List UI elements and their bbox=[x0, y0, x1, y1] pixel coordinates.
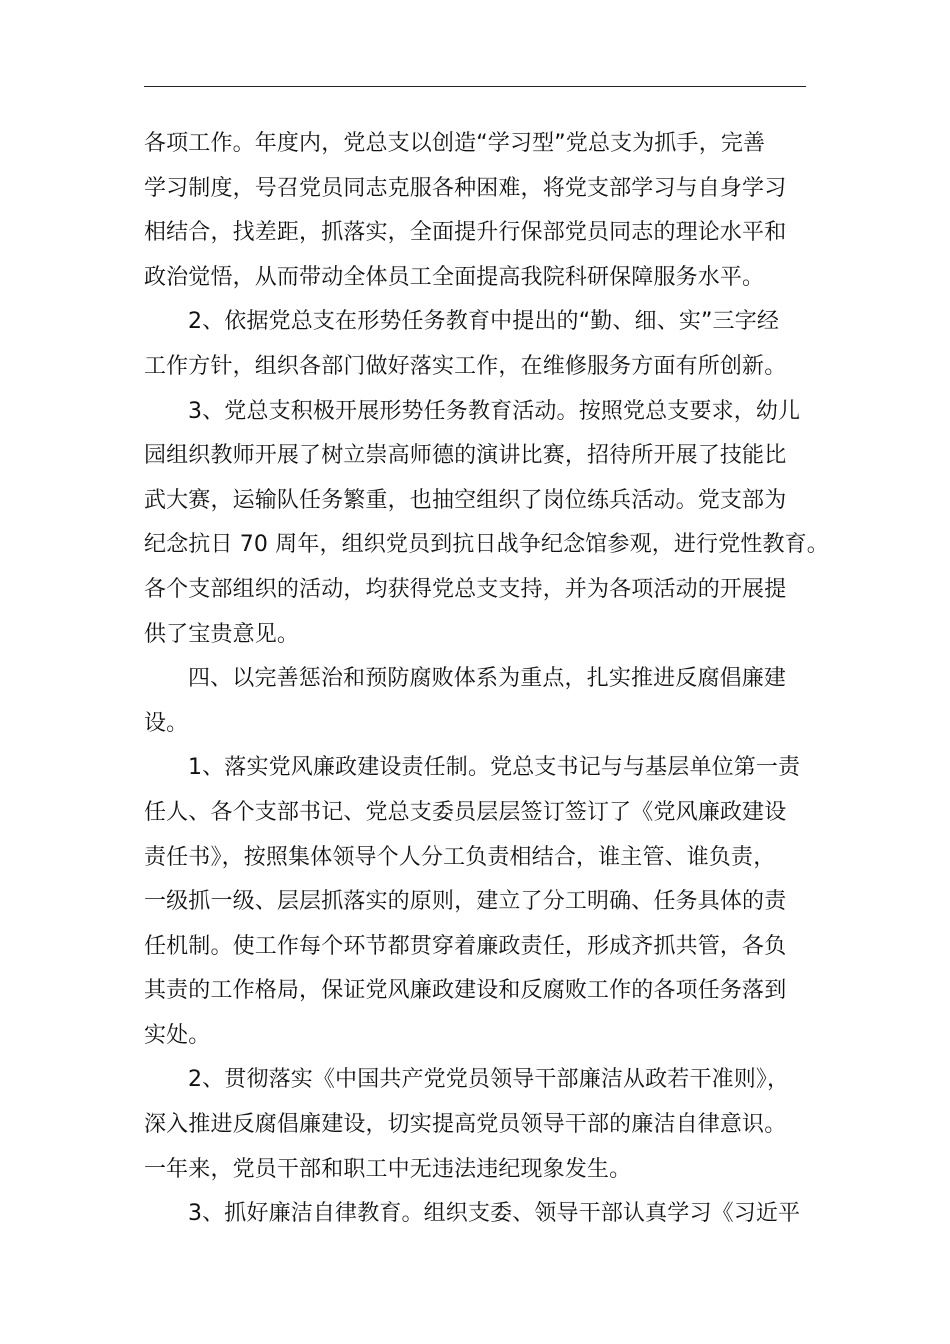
text-line: 政治觉悟，从而带动全体员工全面提高我院科研保障服务水平。 bbox=[144, 264, 765, 290]
text-line: 纪念抗日 70 周年，组织党员到抗日战争纪念馆参观，进行党性教育。 bbox=[144, 532, 829, 558]
text-line: 学习制度，号召党员同志克服各种困难，将党支部学习与自身学习 bbox=[144, 175, 787, 201]
text-line: 各个支部组织的活动，均获得党总支支持，并为各项活动的开展提 bbox=[144, 576, 787, 602]
text-line: 任机制。使工作每个环节都贯穿着廉政责任，形成齐抓共管，各负 bbox=[144, 933, 787, 959]
text-line: 相结合，找差距，抓落实，全面提升行保部党员同志的理论水平和 bbox=[144, 220, 787, 246]
text-line: 设。 bbox=[144, 710, 189, 736]
text-line: 各项工作。年度内，党总支以创造“学习型”党总支为抓手，完善 bbox=[144, 131, 766, 156]
text-line: 供了宝贵意见。 bbox=[144, 621, 300, 647]
text-line: 任人、各个支部书记、党总支委员层层签订签订了《党风廉政建设 bbox=[144, 799, 787, 825]
body-text bbox=[144, 122, 829, 1237]
text-line: 其责的工作格局，保证党风廉政建设和反腐败工作的各项任务落到 bbox=[144, 978, 787, 1004]
paragraph-start-line: 3、抓好廉洁自律教育。组织支委、领导干部认真学习《习近平 bbox=[188, 1201, 801, 1227]
section-heading-line: 四、以完善惩治和预防腐败体系为重点，扎实推进反腐倡廉建 bbox=[188, 666, 787, 692]
paragraph-start-line: 1、落实党风廉政建设责任制。党总支书记与与基层单位第一责 bbox=[188, 755, 801, 781]
text-line: 工作方针，组织各部门做好落实工作，在维修服务方面有所创新。 bbox=[144, 353, 787, 379]
paragraph-start-line: 2、依据党总支在形势任务教育中提出的“勤、细、实”三字经 bbox=[188, 309, 779, 335]
text-line: 一级抓一级、层层抓落实的原则，建立了分工明确、任务具体的责 bbox=[144, 889, 787, 915]
text-line: 深入推进反腐倡廉建设，切实提高党员领导干部的廉洁自律意识。 bbox=[144, 1112, 787, 1138]
text-line: 责任书》，按照集体领导个人分工负责相结合，谁主管、谁负责， bbox=[144, 844, 776, 870]
header-rule bbox=[144, 86, 806, 87]
text-line: 一年来，党员干部和职工中无违法违纪现象发生。 bbox=[144, 1156, 632, 1182]
paragraph-start-line: 3、党总支积极开展形势任务教育活动。按照党总支要求，幼儿 bbox=[188, 398, 801, 424]
text-line: 园组织教师开展了树立崇高师德的演讲比赛，招待所开展了技能比 bbox=[144, 443, 787, 469]
text-line: 武大赛，运输队任务繁重，也抽空组织了岗位练兵活动。党支部为 bbox=[144, 487, 787, 513]
text-line: 实处。 bbox=[144, 1022, 211, 1048]
paragraph-start-line: 2、贯彻落实《中国共产党党员领导干部廉洁从政若干准则》， bbox=[188, 1067, 790, 1093]
